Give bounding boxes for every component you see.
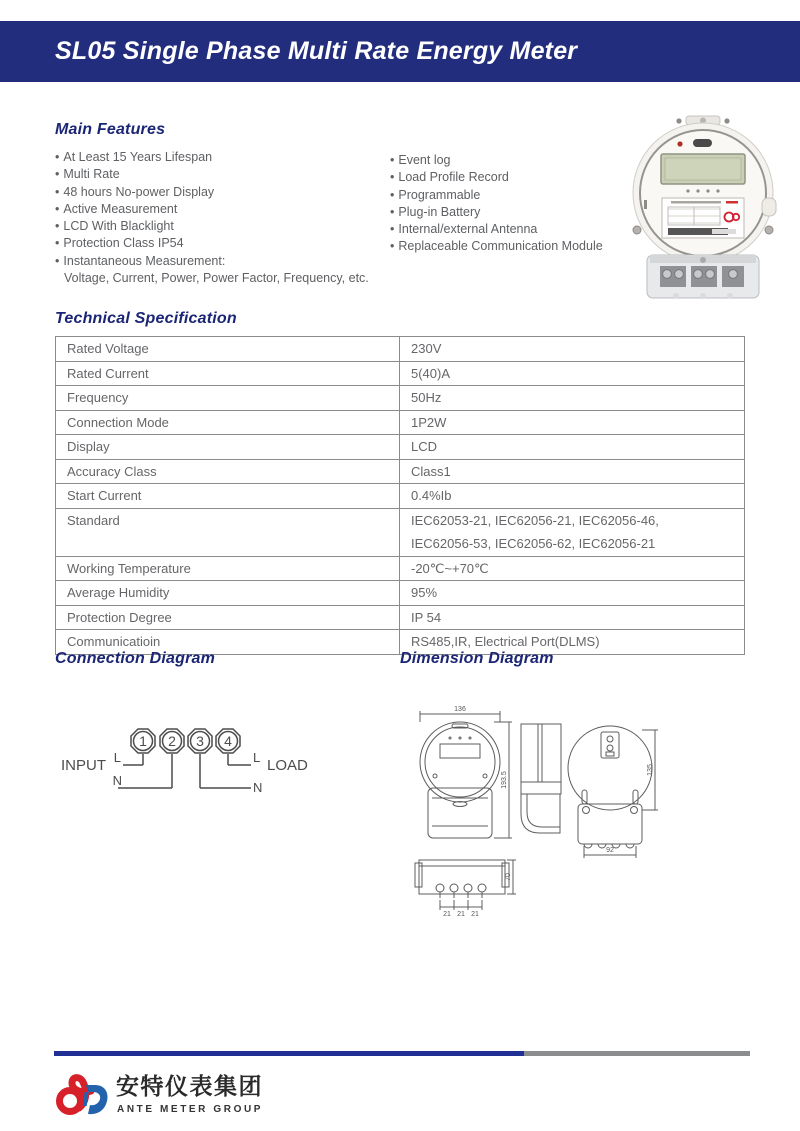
spec-value: 230V (411, 341, 442, 356)
terminal-number: 1 (139, 733, 147, 749)
feature-item: • Programmable (390, 187, 603, 204)
terminal-number: 4 (224, 733, 232, 749)
spec-label: Standard (56, 509, 400, 556)
terminal-3 (188, 729, 212, 753)
load-line-label: L (253, 750, 261, 765)
footer-divider-bar (54, 1051, 750, 1056)
feature-item: • LCD With Blacklight (55, 218, 369, 235)
terminal-4 (216, 729, 240, 753)
table-row (56, 484, 744, 509)
table-row (56, 386, 744, 411)
page-title: SL05 Single Phase Multi Rate Energy Meter (55, 37, 578, 65)
spec-value: 5(40)A (411, 365, 451, 381)
dim-back-width: 92 (606, 847, 614, 854)
spec-label: Display (56, 435, 400, 459)
spec-value: Class1 (411, 463, 451, 479)
connection-diagram (55, 698, 315, 803)
main-features-heading: Main Features (55, 121, 166, 138)
dimension-diagram-heading: Dimension Diagram (400, 650, 554, 667)
spec-label: Average Humidity (56, 581, 400, 605)
footer-bar-gray-segment (524, 1051, 750, 1056)
footer-bar-blue-segment (54, 1051, 524, 1056)
spec-value-line1: IEC62053-21, IEC62056-21, IEC62056-46, (411, 512, 659, 528)
feature-item: • Replaceable Communication Module (390, 238, 603, 255)
table-row (56, 557, 744, 582)
spec-label: Communicatioin (56, 630, 400, 654)
table-row (56, 337, 744, 362)
table-row (56, 509, 744, 557)
company-name-chinese: 安特仪表集团 (116, 1073, 263, 1099)
feature-item: • Plug-in Battery (390, 204, 603, 221)
table-row (56, 606, 744, 631)
spec-value: -20℃~+70℃ (411, 560, 489, 576)
dim-terminal-pitch: 21 (471, 911, 479, 918)
input-line-label: L (113, 750, 121, 765)
feature-list-right (390, 152, 603, 256)
terminal-number: 3 (196, 733, 204, 749)
feature-item: • Multi Rate (55, 166, 369, 183)
dim-terminal-pitch: 21 (457, 911, 465, 918)
load-label: LOAD (267, 757, 308, 774)
feature-item: • Instantaneous Measurement: (55, 253, 369, 270)
company-name-english: ANTE METER GROUP (117, 1104, 264, 1115)
load-neutral-label: N (253, 780, 263, 795)
spec-value: RS485,IR, Electrical Port(DLMS) (411, 634, 600, 649)
feature-item-continuation: Voltage, Current, Power, Power Factor, Frequency, etc. (64, 271, 369, 286)
spec-value: 0.4%Ib (411, 488, 452, 503)
terminal-1 (131, 729, 155, 753)
spec-label: Start Current (56, 484, 400, 508)
dimension-diagram (402, 688, 700, 930)
table-row (56, 362, 744, 387)
spec-table (55, 336, 745, 655)
spec-label: Accuracy Class (56, 460, 400, 484)
table-row (56, 460, 744, 485)
spec-label: Rated Voltage (56, 337, 400, 361)
table-row (56, 581, 744, 606)
feature-item: • 48 hours No-power Display (55, 184, 369, 201)
input-neutral-label: N (112, 773, 122, 788)
energy-meter-photo (616, 114, 790, 302)
spec-label: Working Temperature (56, 557, 400, 581)
terminal-2 (160, 729, 184, 753)
connection-diagram-heading: Connection Diagram (55, 650, 216, 667)
spec-label: Protection Degree (56, 606, 400, 630)
terminal-number: 2 (168, 733, 176, 749)
feature-item: • Protection Class IP54 (55, 235, 369, 252)
technical-specification-heading: Technical Specification (55, 310, 237, 327)
feature-list-left (55, 149, 369, 287)
feature-item: • Event log (390, 152, 603, 169)
feature-item: • At Least 15 Years Lifespan (55, 149, 369, 166)
dim-terminal-pitch: 21 (443, 911, 451, 918)
table-row (56, 435, 744, 460)
title-bar (0, 21, 800, 82)
dim-front-height: 193.5 (501, 771, 508, 789)
spec-label: Rated Current (56, 362, 400, 386)
spec-value-line2: IEC62056-53, IEC62056-62, IEC62056-21 (411, 536, 656, 551)
spec-label: Frequency (56, 386, 400, 410)
spec-value: 1P2W (411, 414, 447, 430)
table-row (56, 411, 744, 436)
spec-value: 50Hz (411, 390, 442, 405)
spec-value (400, 509, 744, 556)
company-logo-icon (55, 1068, 111, 1120)
feature-item: • Active Measurement (55, 201, 369, 218)
spec-value: IP 54 (411, 609, 442, 625)
dim-bottom-depth: 70 (505, 873, 512, 881)
spec-value: LCD (411, 439, 438, 454)
feature-item: • Load Profile Record (390, 169, 603, 186)
spec-label: Connection Mode (56, 411, 400, 435)
feature-item: • Internal/external Antenna (390, 221, 603, 238)
spec-value: 95% (411, 585, 438, 600)
input-label: INPUT (61, 757, 106, 774)
dim-front-width: 136 (454, 706, 466, 713)
dim-back-height: 135 (647, 764, 654, 776)
